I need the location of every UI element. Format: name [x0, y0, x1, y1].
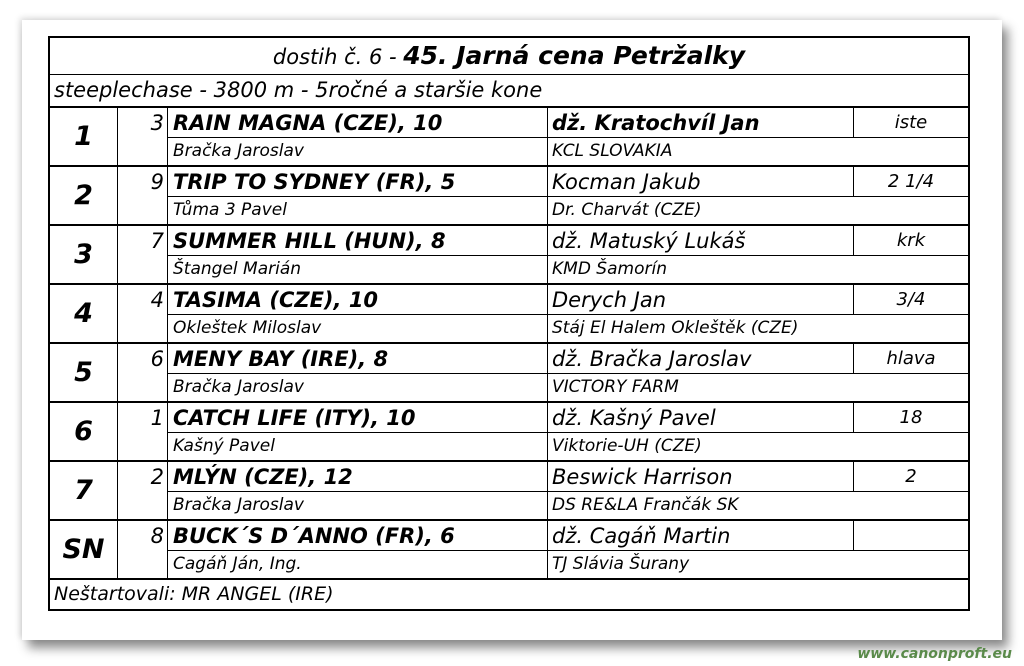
row-sub-line [168, 551, 968, 578]
winning-margin [854, 521, 968, 550]
trainer-name: Bračka Jaroslav [168, 492, 548, 519]
finish-position: 1 [50, 108, 118, 165]
horse-name: TASIMA (CZE), 10 [168, 285, 548, 314]
jockey-name: dž. Kašný Pavel [548, 403, 854, 432]
row-main-line [168, 167, 968, 197]
horse-name: TRIP TO SYDNEY (FR), 5 [168, 167, 548, 196]
owner-name: Viktorie-UH (CZE) [552, 436, 702, 456]
row-main-line [168, 108, 968, 138]
row-sub-line [168, 138, 968, 165]
non-starters: Neštartovali: MR ANGEL (IRE) [54, 583, 334, 605]
owner-name: TJ Slávia Šurany [552, 554, 690, 574]
table-row [50, 403, 968, 462]
finish-position: 3 [50, 226, 118, 283]
race-conditions: steeplechase - 3800 m - 5ročné a staršie kone [50, 74, 968, 108]
jockey-name: dž. Bračka Jaroslav [548, 344, 854, 373]
owner-name: DS RE&LA Frančák SK [552, 495, 739, 515]
race-result-card [48, 36, 970, 611]
start-number: 9 [118, 167, 168, 224]
start-number: 6 [118, 344, 168, 401]
row-main-line [168, 521, 968, 551]
race-number: dostih č. 6 - [272, 45, 404, 69]
winning-margin: 18 [899, 407, 923, 428]
table-row [50, 167, 968, 226]
race-title [50, 38, 968, 75]
row-main-line [168, 226, 968, 256]
winning-margin: 2 [905, 466, 917, 487]
trainer-name: Tůma 3 Pavel [168, 197, 548, 224]
trainer-name: Bračka Jaroslav [168, 374, 548, 401]
horse-name: RAIN MAGNA (CZE), 10 [168, 108, 548, 137]
table-row [50, 344, 968, 403]
horse-name: MLÝN (CZE), 12 [168, 462, 548, 491]
start-number: 4 [118, 285, 168, 342]
table-row [50, 462, 968, 521]
horse-name: MENY BAY (IRE), 8 [168, 344, 548, 373]
owner-name: KCL SLOVAKIA [552, 141, 673, 161]
owner-name: KMD Šamorín [552, 259, 667, 279]
horse-name: SUMMER HILL (HUN), 8 [168, 226, 548, 255]
start-number: 8 [118, 521, 168, 578]
row-main-line [168, 285, 968, 315]
row-main-line [168, 344, 968, 374]
winning-margin: hlava [886, 348, 936, 369]
finish-position: 2 [50, 167, 118, 224]
jockey-name: dž. Cagáň Martin [548, 521, 854, 550]
owner-name: VICTORY FARM [552, 377, 679, 397]
owner-name: Stáj El Halem Okleštěk (CZE) [552, 318, 799, 338]
table-row [50, 226, 968, 285]
start-number: 2 [118, 462, 168, 519]
row-main-line [168, 462, 968, 492]
finish-position: 4 [50, 285, 118, 342]
trainer-name: Bračka Jaroslav [168, 138, 548, 165]
horse-name: BUCK´S D´ANNO (FR), 6 [168, 521, 548, 550]
row-main-line [168, 403, 968, 433]
winning-margin: iste [894, 112, 928, 133]
winning-margin: 3/4 [896, 289, 926, 310]
row-sub-line [168, 374, 968, 401]
trainer-name: Štangel Marián [168, 256, 548, 283]
race-name: 45. Jarná cena Petržalky [403, 41, 746, 70]
winning-margin: 2 1/4 [887, 171, 935, 192]
owner-name: Dr. Charvát (CZE) [552, 200, 702, 220]
finish-position: 5 [50, 344, 118, 401]
table-row [50, 108, 968, 167]
trainer-name: Kašný Pavel [168, 433, 548, 460]
results-table [50, 108, 968, 580]
start-number: 1 [118, 403, 168, 460]
horse-name: CATCH LIFE (ITY), 10 [168, 403, 548, 432]
table-row [50, 285, 968, 344]
start-number: 3 [118, 108, 168, 165]
jockey-name: dž. Kratochvíl Jan [548, 108, 854, 137]
row-sub-line [168, 256, 968, 283]
finish-position: 6 [50, 403, 118, 460]
row-sub-line [168, 433, 968, 460]
trainer-name: Cagáň Ján, Ing. [168, 551, 548, 578]
winning-margin: krk [896, 230, 926, 251]
trainer-name: Okleštek Miloslav [168, 315, 548, 342]
watermark: www.canonproft.eu [857, 646, 1012, 662]
jockey-name: dž. Matuský Lukáš [548, 226, 854, 255]
row-sub-line [168, 197, 968, 224]
jockey-name: Beswick Harrison [548, 462, 854, 491]
table-row [50, 521, 968, 580]
row-sub-line [168, 315, 968, 342]
finish-position: 7 [50, 462, 118, 519]
row-sub-line [168, 492, 968, 519]
jockey-name: Derych Jan [548, 285, 854, 314]
start-number: 7 [118, 226, 168, 283]
finish-position: SN [50, 521, 118, 578]
jockey-name: Kocman Jakub [548, 167, 854, 196]
